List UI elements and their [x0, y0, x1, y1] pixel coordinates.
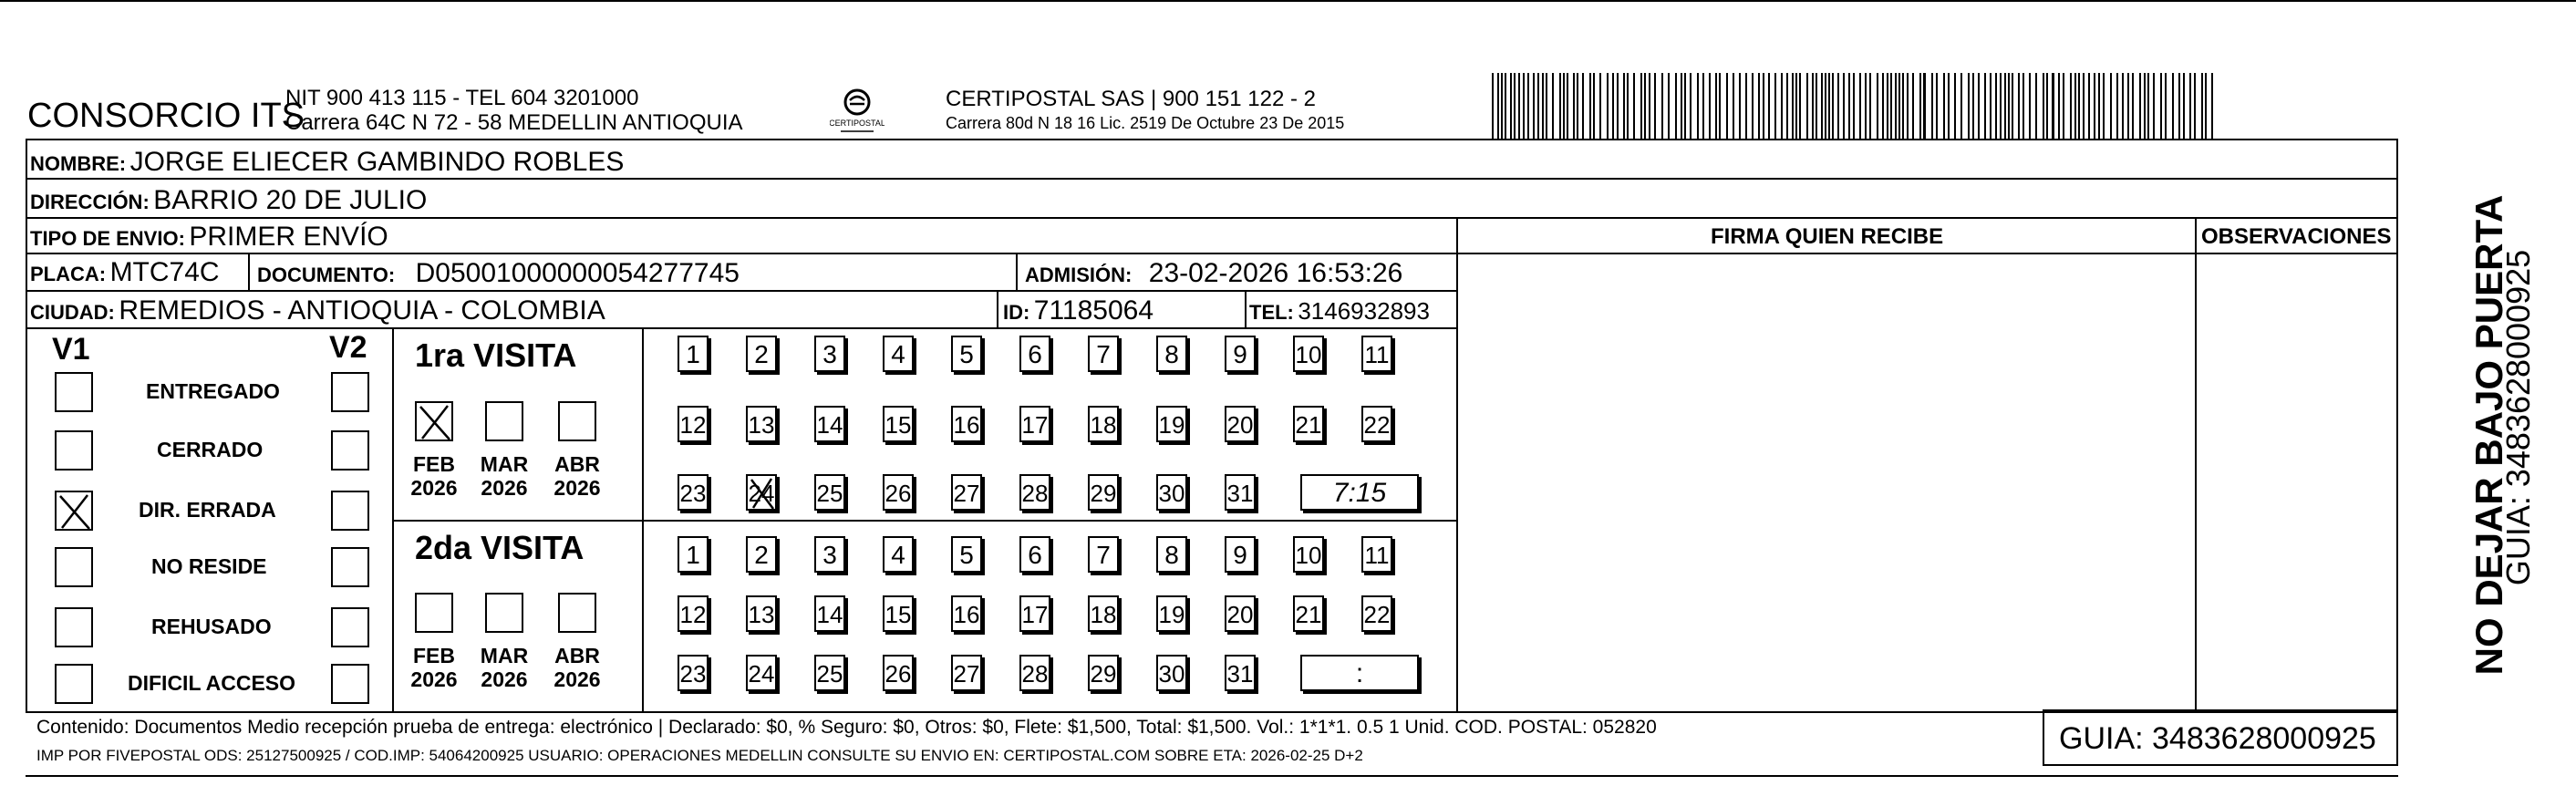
barcode-bar: [1763, 73, 1764, 139]
barcode-bar: [2074, 73, 2076, 139]
barcode-bar: [2194, 73, 2196, 139]
first-visit-label: 1ra VISITA: [415, 336, 577, 374]
barcode-bar: [1978, 73, 1980, 139]
barcode-bar: [1593, 73, 1595, 139]
barcode-bar: [1537, 73, 1539, 139]
certipostal-line: CERTIPOSTAL SAS | 900 151 122 - 2: [946, 87, 1316, 111]
placa-value: MTC74C: [109, 257, 220, 287]
row-divider: [26, 290, 1457, 292]
barcode-bar: [2165, 73, 2167, 139]
day-box[interactable]: 28: [1019, 474, 1050, 511]
day-box[interactable]: 11: [1361, 336, 1392, 372]
day-box[interactable]: 29: [1088, 474, 1119, 511]
day-box[interactable]: 16: [951, 595, 982, 632]
footer-imp: IMP POR FIVEPOSTAL ODS: 25127500925 / COD.IMP: 54064200925 USUARIO: OPERACIONES MEDELLIN CONSULTE SU ENVIO EN: CERTIPOSTAL.COM SOBRE ETA: 2026-02-25 D+2: [36, 747, 1363, 764]
day-box[interactable]: 21: [1293, 595, 1324, 632]
day-box[interactable]: 13: [746, 406, 777, 442]
barcode-bar: [1675, 73, 1677, 139]
barcode-bar: [1936, 73, 1938, 139]
v1-checkbox[interactable]: [55, 607, 93, 647]
v1-checkbox[interactable]: [55, 664, 93, 704]
month-label: ABR: [554, 644, 600, 667]
second-visit-label: 2da VISITA: [415, 529, 585, 566]
top-edge: [0, 0, 2576, 2]
day-box[interactable]: 9: [1225, 336, 1256, 372]
row-divider: [26, 253, 1457, 254]
day-box[interactable]: 8: [1156, 336, 1187, 372]
month-year: 2026: [553, 476, 601, 500]
admision-label: ADMISIÓN:: [1025, 264, 1133, 286]
barcode-bar: [1533, 73, 1535, 139]
barcode-bar: [2139, 73, 2141, 139]
day-box[interactable]: 4: [883, 336, 914, 372]
row-divider: [1456, 253, 2398, 254]
barcode-bar: [1853, 73, 1855, 139]
barcode-bar: [1607, 73, 1609, 139]
tipo-label: TIPO DE ENVIO:: [30, 227, 185, 250]
barcode-bar: [1954, 73, 1956, 139]
visit-divider: [392, 520, 1457, 522]
status-label: DIFICIL ACCESO: [128, 671, 296, 695]
month-checkbox[interactable]: [485, 593, 523, 633]
barcode-bar: [1640, 73, 1642, 139]
month-checkbox-checked[interactable]: [415, 401, 453, 441]
column-divider: [2195, 217, 2197, 711]
row-divider: [26, 217, 2398, 219]
svg-text:CERTIPOSTAL: CERTIPOSTAL: [830, 119, 885, 128]
barcode-bar: [2088, 73, 2090, 139]
barcode-bar: [1627, 73, 1629, 139]
barcode-bar: [1510, 73, 1512, 139]
ciudad-value: REMEDIOS - ANTIOQUIA - COLOMBIA: [119, 295, 605, 326]
admision-row: [1025, 260, 1402, 287]
month-label: MAR: [480, 644, 529, 667]
barcode-bar: [1912, 73, 1914, 139]
day-box[interactable]: 5: [951, 536, 982, 573]
barcode-bar: [1726, 73, 1728, 139]
day-box[interactable]: 9: [1225, 536, 1256, 573]
day-box[interactable]: 3: [814, 336, 845, 372]
barcode-bar: [2127, 73, 2129, 139]
barcode-bar: [1990, 73, 1991, 139]
barcode-bar: [1690, 73, 1691, 139]
day-box-checked[interactable]: 24: [746, 474, 777, 511]
time-box[interactable]: :: [1300, 655, 1419, 691]
barcode-bar: [2023, 73, 2024, 139]
barcode-bar: [1599, 73, 1601, 139]
cell-divider: [1245, 290, 1247, 327]
barcode-bar: [1877, 73, 1878, 139]
day-box[interactable]: 6: [1019, 336, 1050, 372]
cell-divider: [1016, 253, 1018, 290]
month-year: 2026: [553, 667, 601, 691]
barcode-bar: [1745, 73, 1747, 139]
barcode-bar: [2178, 73, 2180, 139]
barcode-bar: [2172, 73, 2174, 139]
documento-row: [257, 260, 740, 287]
barcode-bar: [1623, 73, 1625, 139]
barcode-bar: [1898, 73, 1900, 139]
v2-checkbox[interactable]: [331, 547, 369, 587]
day-box[interactable]: 17: [1019, 406, 1050, 442]
v2-checkbox[interactable]: [331, 372, 369, 412]
barcode-bar: [1821, 73, 1823, 139]
v1-checkbox[interactable]: [55, 547, 93, 587]
barcode-bar: [2012, 73, 2013, 139]
barcode-bar: [1589, 73, 1591, 139]
barcode-bar: [1919, 73, 1921, 139]
day-box[interactable]: 8: [1156, 536, 1187, 573]
barcode-bar: [1527, 73, 1529, 139]
month-label: FEB: [413, 452, 455, 476]
direccion-row: [30, 187, 427, 214]
barcode-bar: [1497, 73, 1499, 139]
day-box[interactable]: 22: [1361, 406, 1392, 442]
barcode-bar: [1715, 73, 1717, 139]
barcode-bar: [1890, 73, 1892, 139]
day-box[interactable]: 30: [1156, 474, 1187, 511]
barcode-bar: [2046, 73, 2048, 139]
barcode-bar: [2122, 73, 2124, 139]
day-box[interactable]: 21: [1293, 406, 1324, 442]
column-divider: [1456, 217, 1458, 711]
barcode-bar: [2205, 73, 2207, 139]
documento-value: D05001000000054277745: [415, 258, 740, 288]
day-box[interactable]: 27: [951, 655, 982, 691]
barcode-bar: [2103, 73, 2105, 139]
barcode-bar: [1559, 73, 1561, 139]
admision-value: 23-02-2026 16:53:26: [1148, 258, 1403, 288]
documento-label: DOCUMENTO:: [257, 264, 396, 286]
row-divider: [26, 178, 2398, 180]
v2-checkbox[interactable]: [331, 607, 369, 647]
barcode-bar: [2110, 73, 2112, 139]
day-box[interactable]: 2: [746, 336, 777, 372]
barcode-bar: [1843, 73, 1845, 139]
visit-divider: [642, 327, 644, 712]
time-box[interactable]: 7:15: [1300, 474, 1419, 511]
day-box[interactable]: 7: [1088, 536, 1119, 573]
id-row: [1003, 297, 1154, 325]
nombre-row: [30, 149, 624, 176]
barcode-bar: [1931, 73, 1933, 139]
barcode-bar: [1518, 73, 1520, 139]
barcode-bar: [1948, 73, 1950, 139]
barcode-bar: [2098, 73, 2100, 139]
status-label: CERRADO: [157, 438, 264, 461]
barcode-bar: [2094, 73, 2095, 139]
tipo-value: PRIMER ENVÍO: [189, 222, 388, 252]
barcode-bar: [1654, 73, 1656, 139]
barcode-bar: [1972, 73, 1974, 139]
barcode-bar: [1887, 73, 1888, 139]
day-box[interactable]: 6: [1019, 536, 1050, 573]
barcode-bar: [1995, 73, 1997, 139]
day-box[interactable]: 15: [883, 595, 914, 632]
barcode-bar: [1492, 73, 1494, 139]
barcode-bar: [1882, 73, 1884, 139]
day-box[interactable]: 17: [1019, 595, 1050, 632]
month-checkbox[interactable]: [558, 593, 596, 633]
barcode-bar: [2083, 73, 2085, 139]
day-box[interactable]: 11: [1361, 536, 1392, 573]
v2-checkbox[interactable]: [331, 491, 369, 531]
day-box[interactable]: 30: [1156, 655, 1187, 691]
barcode-bar: [2018, 73, 2020, 139]
placa-row: [30, 259, 220, 286]
day-box[interactable]: 18: [1088, 406, 1119, 442]
barcode-bar: [1812, 73, 1814, 139]
barcode-bar: [1795, 73, 1797, 139]
cell-divider: [248, 253, 250, 290]
barcode-bar: [2035, 73, 2037, 139]
day-box[interactable]: 7: [1088, 336, 1119, 372]
day-box[interactable]: 5: [951, 336, 982, 372]
barcode-bar: [1739, 73, 1741, 139]
ciudad-label: CIUDAD:: [30, 301, 115, 324]
barcode-bar: [1661, 73, 1663, 139]
day-box[interactable]: 31: [1225, 474, 1256, 511]
row-divider: [26, 327, 1457, 329]
barcode-bar: [1848, 73, 1850, 139]
barcode-bar: [1825, 73, 1826, 139]
company-name: CONSORCIO ITS: [27, 97, 305, 135]
barcode-bar: [1644, 73, 1646, 139]
day-box[interactable]: 23: [678, 474, 709, 511]
tel-value: 3146932893: [1298, 297, 1430, 325]
ciudad-row: [30, 297, 605, 325]
nombre-value: JORGE ELIECER GAMBINDO ROBLES: [129, 147, 625, 177]
direccion-value: BARRIO 20 DE JULIO: [153, 185, 428, 215]
barcode-bar: [1567, 73, 1568, 139]
month-year: 2026: [410, 476, 458, 500]
barcode-bar: [1902, 73, 1904, 139]
barcode-bar: [2144, 73, 2146, 139]
status-label: NO RESIDE: [151, 554, 267, 578]
barcode-bar: [1984, 73, 1986, 139]
barcode-bar: [1582, 73, 1584, 139]
day-box[interactable]: 19: [1156, 406, 1187, 442]
barcode: [1492, 73, 2221, 139]
day-box[interactable]: 1: [678, 336, 709, 372]
barcode-bar: [2078, 73, 2080, 139]
barcode-bar: [1563, 73, 1565, 139]
barcode-bar: [2189, 73, 2191, 139]
month-year: 2026: [481, 476, 528, 500]
barcode-bar: [1681, 73, 1682, 139]
barcode-bar: [1792, 73, 1794, 139]
barcode-bar: [2183, 73, 2185, 139]
barcode-bar: [1943, 73, 1945, 139]
placa-label: PLACA:: [30, 263, 107, 285]
tel-label: TEL:: [1249, 301, 1294, 324]
no-dejar-warning: NO DEJAR BAJO PUERTA: [2467, 194, 2510, 676]
footer-contenido: Contenido: Documentos Medio recepción prueba de entrega: electrónico | Declarado: $0, % Seguro: $0, Otros: $0, Flete: $1,500, Total: $1,500. Vol.: 1*1*1. 0.5 1 Unid. COD. POSTAL: 052820: [36, 717, 1657, 738]
barcode-bar: [1968, 73, 1970, 139]
day-box[interactable]: 12: [678, 406, 709, 442]
barcode-bar: [1816, 73, 1817, 139]
v2-checkbox[interactable]: [331, 430, 369, 471]
tipo-row: [30, 223, 388, 251]
barcode-bar: [1806, 73, 1808, 139]
footer-guia: GUIA: 3483628000925: [2059, 721, 2376, 756]
firma-header: FIRMA QUIEN RECIBE: [1711, 224, 1944, 249]
barcode-bar: [1828, 73, 1830, 139]
barcode-bar: [2211, 73, 2213, 139]
nombre-label: NOMBRE:: [30, 152, 127, 175]
barcode-bar: [2004, 73, 2006, 139]
month-checkbox[interactable]: [485, 401, 523, 441]
day-box[interactable]: 25: [814, 474, 845, 511]
day-box[interactable]: 31: [1225, 655, 1256, 691]
barcode-bar: [1960, 73, 1962, 139]
barcode-bar: [2116, 73, 2118, 139]
barcode-bar: [1668, 73, 1670, 139]
address-line: Carrera 64C N 72 - 58 MEDELLIN ANTIOQUIA: [285, 110, 743, 135]
barcode-bar: [2029, 73, 2031, 139]
barcode-bar: [1865, 73, 1867, 139]
side-guia: GUIA: 3483628000925: [2499, 249, 2537, 586]
status-label: REHUSADO: [151, 615, 272, 638]
v2-checkbox[interactable]: [331, 664, 369, 704]
barcode-bar: [2000, 73, 2002, 139]
barcode-bar: [1542, 73, 1544, 139]
barcode-bar: [2132, 73, 2134, 139]
barcode-bar: [1649, 73, 1650, 139]
day-box[interactable]: 24: [746, 655, 777, 691]
direccion-label: DIRECCIÓN:: [30, 191, 150, 213]
barcode-bar: [2147, 73, 2149, 139]
barcode-bar: [1719, 73, 1721, 139]
month-year: 2026: [410, 667, 458, 691]
day-box[interactable]: 25: [814, 655, 845, 691]
day-box[interactable]: 1: [678, 536, 709, 573]
barcode-bar: [1895, 73, 1897, 139]
v1-checkbox[interactable]: [55, 430, 93, 471]
barcode-bar: [1799, 73, 1801, 139]
barcode-bar: [1709, 73, 1711, 139]
barcode-bar: [1786, 73, 1788, 139]
id-value: 71185064: [1033, 295, 1154, 326]
month-year: 2026: [481, 667, 528, 691]
barcode-bar: [2052, 73, 2054, 139]
day-box[interactable]: 28: [1019, 655, 1050, 691]
v1-label: V1: [52, 332, 90, 367]
day-box[interactable]: 2: [746, 536, 777, 573]
day-box[interactable]: 20: [1225, 406, 1256, 442]
barcode-bar: [1768, 73, 1770, 139]
month-label: MAR: [480, 452, 529, 476]
v1-checkbox[interactable]: [55, 372, 93, 412]
barcode-bar: [1781, 73, 1783, 139]
barcode-bar: [1552, 73, 1554, 139]
day-box[interactable]: 10: [1293, 536, 1324, 573]
barcode-bar: [1697, 73, 1699, 139]
day-box[interactable]: 20: [1225, 595, 1256, 632]
barcode-bar: [1859, 73, 1861, 139]
day-box[interactable]: 14: [814, 595, 845, 632]
certipostal-address: Carrera 80d N 18 16 Lic. 2519 De Octubre 23 De 2015: [946, 114, 1345, 132]
certipostal-logo: [830, 84, 885, 139]
day-box[interactable]: 19: [1156, 595, 1187, 632]
barcode-bar: [2063, 73, 2064, 139]
day-box[interactable]: 26: [883, 655, 914, 691]
barcode-bar: [1832, 73, 1834, 139]
barcode-bar: [1774, 73, 1776, 139]
status-label: DIR. ERRADA: [139, 498, 276, 522]
observaciones-header: OBSERVACIONES: [2201, 224, 2392, 249]
barcode-bar: [1733, 73, 1734, 139]
barcode-bar: [1633, 73, 1635, 139]
bottom-edge: [26, 775, 2398, 777]
day-box[interactable]: 27: [951, 474, 982, 511]
barcode-bar: [2058, 73, 2060, 139]
barcode-bar: [1869, 73, 1871, 139]
barcode-bar: [1702, 73, 1704, 139]
barcode-bar: [1837, 73, 1839, 139]
day-box[interactable]: 12: [678, 595, 709, 632]
day-box[interactable]: 3: [814, 536, 845, 573]
barcode-bar: [2153, 73, 2155, 139]
status-label: ENTREGADO: [146, 379, 280, 403]
barcode-bar: [2160, 73, 2162, 139]
barcode-bar: [2201, 73, 2203, 139]
barcode-bar: [2043, 73, 2044, 139]
day-box[interactable]: 13: [746, 595, 777, 632]
day-box[interactable]: 14: [814, 406, 845, 442]
barcode-bar: [2070, 73, 2072, 139]
cell-divider: [997, 290, 998, 327]
barcode-bar: [1514, 73, 1516, 139]
barcode-bar: [1612, 73, 1614, 139]
day-box[interactable]: 29: [1088, 655, 1119, 691]
month-checkbox[interactable]: [415, 593, 453, 633]
nit-line: NIT 900 413 115 - TEL 604 3201000: [285, 86, 639, 110]
month-checkbox[interactable]: [558, 401, 596, 441]
month-label: FEB: [413, 644, 455, 667]
barcode-bar: [1923, 73, 1926, 139]
day-box[interactable]: 23: [678, 655, 709, 691]
day-box[interactable]: 10: [1293, 336, 1324, 372]
barcode-bar: [1573, 73, 1575, 139]
day-box[interactable]: 18: [1088, 595, 1119, 632]
barcode-bar: [1546, 73, 1547, 139]
day-box[interactable]: 26: [883, 474, 914, 511]
month-label: ABR: [554, 452, 600, 476]
barcode-bar: [1758, 73, 1760, 139]
tel-row: [1249, 299, 1430, 323]
v1-checkbox-checked[interactable]: [55, 491, 93, 531]
day-box[interactable]: 15: [883, 406, 914, 442]
barcode-bar: [1523, 73, 1525, 139]
day-box[interactable]: 16: [951, 406, 982, 442]
id-label: ID:: [1003, 301, 1030, 324]
barcode-bar: [1752, 73, 1754, 139]
barcode-bar: [1501, 73, 1503, 139]
barcode-bar: [2008, 73, 2010, 139]
day-box[interactable]: 22: [1361, 595, 1392, 632]
day-box[interactable]: 4: [883, 536, 914, 573]
barcode-bar: [1684, 73, 1686, 139]
barcode-bar: [1505, 73, 1506, 139]
v2-label: V2: [329, 330, 367, 365]
barcode-bar: [1577, 73, 1578, 139]
barcode-bar: [1617, 73, 1619, 139]
barcode-bar: [1907, 73, 1909, 139]
